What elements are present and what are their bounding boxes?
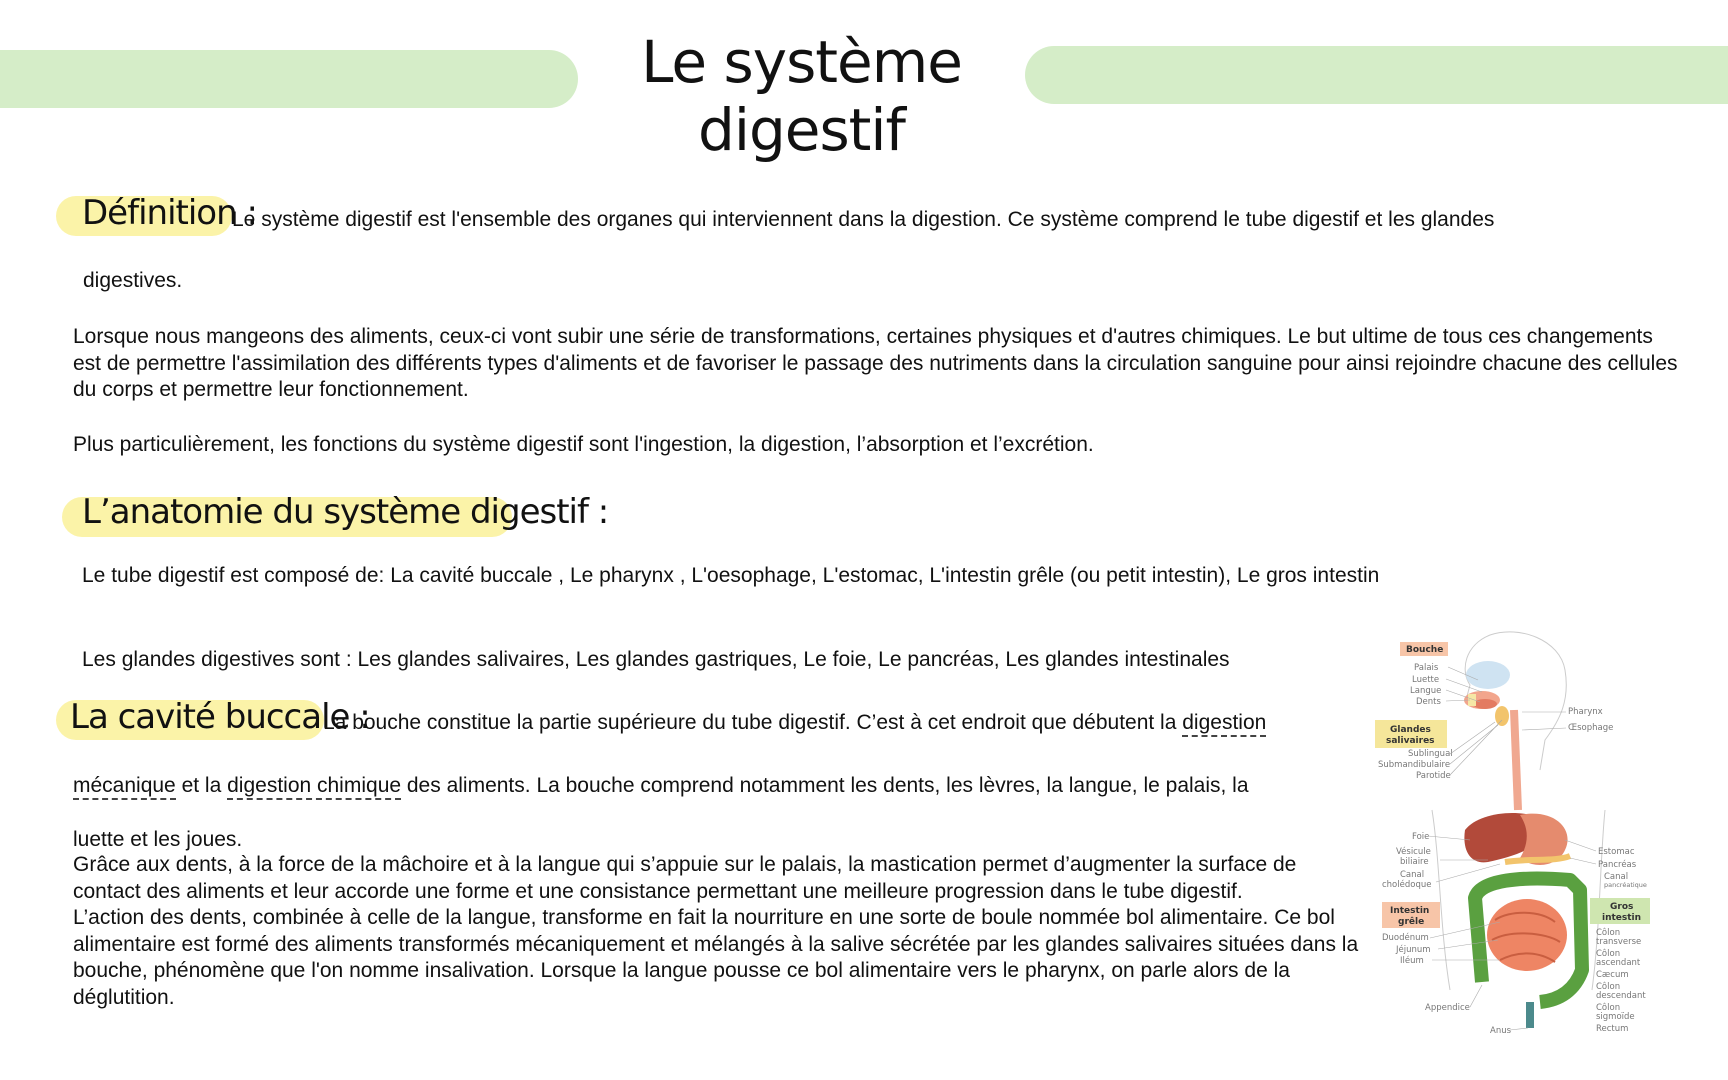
label-choledoque: cholédoque — [1382, 880, 1432, 890]
glandes-text: Les glandes digestives sont : Les glandes salivaires, Les glandes gastriques, Le foie, Le pancréas, Les glandes intestinales — [82, 648, 1230, 671]
buccal-line-2-text: des aliments. La bouche comprend notamment les dents, les lèvres, la langue, le palais, la — [401, 774, 1249, 797]
label-gros: Gros — [1610, 902, 1634, 912]
term-digestion-chimique: digestion chimique — [227, 774, 401, 800]
definition-line-1: Le système digestif est l'ensemble des organes qui interviennent dans la digestion. Ce système comprend le tube digestif et les glandes — [232, 208, 1495, 231]
label-canal-2: Canal — [1604, 872, 1629, 882]
label-parotide: Parotide — [1416, 771, 1451, 781]
label-submandibulaire: Submandibulaire — [1378, 760, 1451, 770]
label-colon-sigmoide-1: Côlon — [1596, 1003, 1621, 1013]
label-oesophage: Œsophage — [1568, 723, 1614, 733]
digestive-system-diagram — [1370, 630, 1670, 1040]
label-appendice: Appendice — [1425, 1003, 1470, 1013]
label-colon-transverse-1: Côlon — [1596, 928, 1621, 938]
label-vesicule: Vésicule — [1396, 847, 1431, 857]
label-pharynx: Pharynx — [1568, 707, 1603, 717]
label-colon-sigmoide-2: sigmoïde — [1596, 1012, 1635, 1022]
anatomy-heading: L’anatomie du système digestif : — [82, 492, 609, 532]
tube-digestif-text: Le tube digestif est composé de: La cavité buccale , Le pharynx , L'oesophage, L'estomac, L'intestin grêle (ou petit intestin), Le gros intestin — [82, 564, 1380, 587]
label-luette: Luette — [1412, 675, 1440, 685]
label-intestin: Intestin — [1390, 906, 1430, 916]
buccal-line-2-join: et la — [175, 774, 228, 797]
label-intestin-2: intestin — [1602, 913, 1642, 923]
label-glandes: Glandes — [1390, 725, 1431, 735]
buccal-line-1 — [323, 709, 1266, 736]
label-canal: Canal — [1400, 870, 1425, 880]
label-sublingual: Sublingual — [1408, 749, 1453, 759]
pancreas-shape — [1505, 856, 1570, 862]
label-salivaires: salivaires — [1386, 736, 1435, 746]
label-rectum: Rectum — [1596, 1024, 1629, 1034]
term-mecanique: mécanique — [73, 774, 176, 800]
label-colon-ascendant-2: ascendant — [1596, 958, 1641, 968]
label-ileum: Iléum — [1400, 956, 1424, 966]
buccal-line-1-text: La bouche constitue la partie supérieure du tube digestif. C’est à cet endroit que débutent la — [323, 711, 1183, 734]
definition-line-2: digestives. — [83, 269, 183, 292]
label-colon-ascendant-1: Côlon — [1596, 949, 1621, 959]
title-band-left — [0, 50, 578, 108]
label-dents: Dents — [1416, 697, 1441, 707]
title-band-right — [1025, 46, 1728, 104]
label-estomac: Estomac — [1598, 847, 1635, 857]
label-colon-descendant-1: Côlon — [1596, 982, 1621, 992]
label-foie: Foie — [1412, 832, 1430, 842]
paragraph-mastication-a: Grâce aux dents, à la force de la mâchoire et à la langue qui s’appuie sur le palais, la mastication permet d’augmenter la surface de contact des aliments et leur accorde une forme et une consistance permettant une meilleure progression dans le tube digestif. — [73, 853, 1297, 903]
paragraph-transformations: Lorsque nous mangeons des aliments, ceux-ci vont subir une série de transformations, certaines physiques et d'autres chimiques. Le but ultime de tous ces changements est de permettre l'assimilation des différents types d'aliments et de favoriser le passage des nutriments dans la circulation sanguine pour ainsi rejoindre chacune des cellules du corps et permettre leur fonctionnement. — [73, 325, 1678, 401]
label-langue: Langue — [1410, 686, 1442, 696]
label-colon-transverse-2: transverse — [1596, 937, 1642, 947]
label-jejunum: Jéjunum — [1396, 945, 1431, 955]
buccal-line-2 — [73, 772, 1249, 799]
paragraph-mastication — [73, 852, 1363, 1011]
label-pancreas: Pancréas — [1598, 860, 1637, 870]
label-duodenum: Duodénum — [1382, 933, 1429, 943]
label-bouche: Bouche — [1406, 645, 1444, 655]
definition-heading: Définition : — [82, 193, 257, 233]
paragraph-fonctions: Plus particulièrement, les fonctions du système digestif sont l'ingestion, la digestion, l’absorption et l’excrétion. — [73, 433, 1094, 456]
label-grele: grêle — [1398, 917, 1425, 927]
term-digestion: digestion — [1182, 711, 1266, 737]
oesophagus-shape — [1514, 710, 1518, 810]
label-anus: Anus — [1490, 1026, 1512, 1036]
label-palais: Palais — [1414, 663, 1439, 673]
page-title: Le système digestif — [641, 28, 962, 164]
label-caecum: Cæcum — [1596, 970, 1629, 980]
label-colon-descendant-2: descendant — [1596, 991, 1646, 1001]
buccal-line-3: luette et les joues. — [73, 828, 243, 851]
paragraph-mastication-b: L’action des dents, combinée à celle de la langue, transforme en fait la nourriture en une sorte de boule nommée bol alimentaire. Ce bol alimentaire est formé des aliments transformés mécaniquement et mélangés à la salive sécrétée par les glandes salivaires situées dans la bouche, phénomène que l'on nomme insalivation. Lorsque la langue pousse ce bol alimentaire vers le pharynx, on parle alors de la déglutition. — [73, 906, 1359, 1009]
label-biliaire: biliaire — [1400, 857, 1429, 867]
buccal-heading: La cavité buccale : — [70, 697, 370, 737]
salivary-gland-shape — [1495, 706, 1509, 726]
label-pancreatique: pancréatique — [1604, 881, 1647, 889]
nasal-cavity — [1466, 661, 1510, 689]
